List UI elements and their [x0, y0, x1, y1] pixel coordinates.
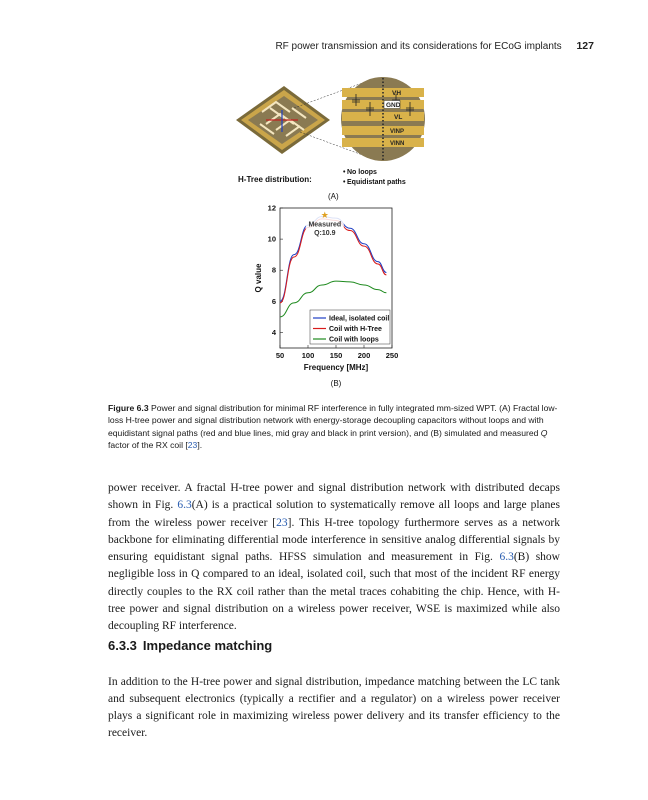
- h-tree-distribution-label: H-Tree distribution:: [238, 175, 312, 184]
- x-tick-label: 150: [329, 351, 343, 360]
- section-number: 6.3.3: [108, 638, 137, 653]
- section-title: Impedance matching: [142, 638, 273, 653]
- figure-ref-link[interactable]: 6.3: [499, 551, 514, 564]
- rail-label: VINP: [390, 129, 405, 135]
- y-tick-label: 8: [271, 265, 276, 275]
- section-paragraph: [108, 662, 560, 754]
- figure-a: [236, 72, 436, 202]
- rail-label: VINN: [390, 141, 405, 147]
- bullet-no-loops: No loops: [347, 169, 377, 176]
- annotation-label: Measured: [308, 221, 342, 229]
- paragraph-text: ]. This H-tree topology furthermore serves as a network backbone for eliminating differential mode interference in sensitive analog differential signals by ensuring equidistant signal paths. HFSS simulation and measurement in Fig.: [108, 516, 560, 564]
- y-tick-label: 6: [271, 296, 276, 306]
- rail-label: VH: [392, 90, 402, 97]
- running-title: RF power transmission and its considerations for ECoG implants: [275, 41, 562, 52]
- panel-label-a: (A): [328, 192, 339, 201]
- figure-b-chart: [250, 202, 420, 392]
- panel-label-b: (B): [330, 379, 342, 388]
- paragraph-text: (A) is a practical solution to systematically remove all loops and large planes from the wireless power receiver [: [108, 499, 560, 529]
- caption-text: factor of the RX coil [: [108, 440, 188, 451]
- x-axis-label: Frequency [MHz]: [303, 363, 369, 372]
- x-tick-label: 50: [275, 351, 285, 360]
- caption-text: Power and signal distribution for minimal RF interference in fully integrated mm-sized WPT. (A) Fractal low-loss H-tree power and signal distribution network with energy-storage decoupling capacitors without loops and with equidistant signal paths (red and blue lines, mid gray and black in print version), and (B) simulated and measured: [108, 403, 558, 438]
- y-tick-label: 12: [267, 203, 276, 213]
- figure-ref-link[interactable]: 6.3: [177, 499, 192, 512]
- rail-label: VL: [394, 114, 403, 121]
- figure-caption: [108, 402, 560, 452]
- legend-label: Ideal, isolated coil: [329, 315, 390, 323]
- paragraph-text: In addition to the H-tree power and signal distribution, impedance matching between the LC tank and subsequent electronics (typically a rectifier and a regulator) on a wireless power receiver plays a significant role in maximizing wireless power delivery and its transfer efficiency to the receiver.: [108, 675, 560, 740]
- x-tick-label: 250: [385, 351, 399, 360]
- paragraph-text: power receiver. A fractal H-tree power and signal distribution network with distributed decaps shown in Fig.: [108, 482, 560, 512]
- citation-link[interactable]: 23: [187, 440, 198, 451]
- y-axis-label: Q value: [254, 263, 263, 293]
- x-tick-label: 200: [357, 351, 371, 360]
- caption-q: Q: [540, 427, 548, 438]
- svg-text:•: •: [343, 169, 346, 176]
- x-tick-label: 100: [301, 351, 315, 360]
- paragraph-text: (B) show negligible loss in Q compared to an ideal, isolated coil, such that most of the incident RF energy directly couples to the RX coil rather than the metal traces cohabiting the chip. Hence, with H-tree power and signal distribution on a wireless power receiver, WSE is maximized while also decoupling RF interference.: [108, 551, 560, 633]
- measured-star-icon: ★: [320, 210, 329, 221]
- rail-label: GND: [386, 102, 401, 109]
- running-header: [275, 40, 594, 52]
- y-tick-label: 4: [271, 327, 276, 337]
- figure-label: Figure 6.3: [108, 403, 149, 413]
- citation-link[interactable]: 23: [276, 516, 288, 529]
- y-tick-label: 10: [267, 234, 276, 244]
- bullet-equidistant-paths: Equidistant paths: [347, 179, 406, 186]
- page-number: 127: [576, 40, 594, 52]
- body-paragraph: [108, 480, 560, 636]
- section-heading: [108, 638, 272, 653]
- annotation-value: Q:10.9: [314, 230, 336, 238]
- legend-label: Coil with loops: [329, 336, 379, 344]
- chip-layout-image: [236, 86, 330, 154]
- caption-text: ].: [197, 440, 203, 451]
- svg-text:•: •: [343, 179, 346, 186]
- legend-label: Coil with H-Tree: [329, 326, 382, 333]
